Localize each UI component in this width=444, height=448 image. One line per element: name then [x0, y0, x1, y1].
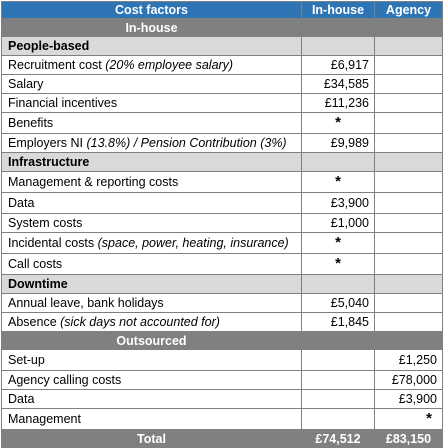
cell-in-house-asterisk: *	[302, 254, 375, 275]
section-filler	[375, 19, 443, 37]
table-row-agency-calling-costs	[2, 371, 443, 390]
table-row-benefits	[2, 113, 443, 134]
cell-agency	[375, 294, 443, 313]
row-label: System costs	[2, 214, 302, 233]
section-filler	[302, 19, 375, 37]
section-title-in-house: In-house	[2, 19, 302, 37]
group-filler	[302, 153, 375, 172]
group-filler	[375, 275, 443, 294]
table-row-system-costs	[2, 214, 443, 233]
cell-agency	[375, 94, 443, 113]
table-row-annual-leave	[2, 294, 443, 313]
row-label-text: Absence	[8, 315, 61, 329]
total-label: Total	[2, 430, 302, 448]
cell-in-house: £1,845	[302, 313, 375, 332]
section-row-in-house	[2, 19, 443, 37]
total-in-house: £74,512	[302, 430, 375, 448]
row-label: Financial incentives	[2, 94, 302, 113]
row-label	[2, 56, 302, 75]
group-row-downtime	[2, 275, 443, 294]
cell-in-house	[302, 409, 375, 430]
header-agency: Agency	[375, 2, 443, 19]
row-label-note: (sick days not accounted for)	[60, 315, 220, 329]
row-label: Call costs	[2, 254, 302, 275]
row-label-text: Incidental costs	[8, 236, 98, 250]
cell-agency: £78,000	[375, 371, 443, 390]
table-row-data	[2, 193, 443, 214]
cell-in-house	[302, 350, 375, 371]
table-row-set-up	[2, 350, 443, 371]
group-title-people-based: People-based	[2, 37, 302, 56]
cell-agency	[375, 113, 443, 134]
row-label-text: Employers NI	[8, 136, 87, 150]
section-filler	[302, 332, 375, 350]
table-row-outsourced-data	[2, 390, 443, 409]
cell-in-house	[302, 390, 375, 409]
cell-in-house-asterisk: *	[302, 172, 375, 193]
cell-in-house-asterisk: *	[302, 233, 375, 254]
row-label: Benefits	[2, 113, 302, 134]
cell-agency	[375, 172, 443, 193]
cell-in-house: £1,000	[302, 214, 375, 233]
table-row-incidental-costs	[2, 233, 443, 254]
row-label: Set-up	[2, 350, 302, 371]
cost-factors-table	[1, 1, 443, 448]
cell-agency-asterisk: *	[375, 409, 443, 430]
cell-agency	[375, 75, 443, 94]
cell-agency	[375, 134, 443, 153]
header-row	[2, 2, 443, 19]
table-row-financial-incentives	[2, 94, 443, 113]
section-filler	[375, 332, 443, 350]
row-label	[2, 134, 302, 153]
cell-in-house: £9,989	[302, 134, 375, 153]
cell-agency	[375, 214, 443, 233]
cell-in-house	[302, 371, 375, 390]
cell-in-house: £6,917	[302, 56, 375, 75]
group-filler	[302, 275, 375, 294]
table-row-call-costs	[2, 254, 443, 275]
table-row-outsourced-management	[2, 409, 443, 430]
header-cost-factors: Cost factors	[2, 2, 302, 19]
row-label: Data	[2, 193, 302, 214]
total-row	[2, 430, 443, 448]
cell-agency	[375, 233, 443, 254]
row-label: Annual leave, bank holidays	[2, 294, 302, 313]
row-label	[2, 313, 302, 332]
group-filler	[302, 37, 375, 56]
row-label: Salary	[2, 75, 302, 94]
cell-agency	[375, 254, 443, 275]
group-filler	[375, 153, 443, 172]
row-label: Agency calling costs	[2, 371, 302, 390]
cell-in-house: £5,040	[302, 294, 375, 313]
cell-agency	[375, 313, 443, 332]
table-row-recruitment	[2, 56, 443, 75]
total-agency: £83,150	[375, 430, 443, 448]
group-row-infrastructure	[2, 153, 443, 172]
group-filler	[375, 37, 443, 56]
table-row-management-reporting	[2, 172, 443, 193]
row-label	[2, 233, 302, 254]
row-label-note: (space, power, heating, insurance)	[97, 236, 289, 250]
cell-in-house: £34,585	[302, 75, 375, 94]
group-title-downtime: Downtime	[2, 275, 302, 294]
group-title-infrastructure: Infrastructure	[2, 153, 302, 172]
row-label-note: (13.8%) / Pension Contribution (3%)	[86, 136, 287, 150]
table-row-absence	[2, 313, 443, 332]
row-label: Management	[2, 409, 302, 430]
cell-agency: £1,250	[375, 350, 443, 371]
cell-in-house-asterisk: *	[302, 113, 375, 134]
row-label-note: (20% employee salary)	[105, 58, 234, 72]
row-label: Management & reporting costs	[2, 172, 302, 193]
section-title-outsourced: Outsourced	[2, 332, 302, 350]
cell-agency	[375, 56, 443, 75]
cell-in-house: £11,236	[302, 94, 375, 113]
cell-agency	[375, 193, 443, 214]
header-in-house: In-house	[302, 2, 375, 19]
table-row-employers-ni	[2, 134, 443, 153]
cell-in-house: £3,900	[302, 193, 375, 214]
row-label-text: Recruitment cost	[8, 58, 106, 72]
section-row-outsourced	[2, 332, 443, 350]
cell-agency: £3,900	[375, 390, 443, 409]
group-row-people-based	[2, 37, 443, 56]
table-row-salary	[2, 75, 443, 94]
row-label: Data	[2, 390, 302, 409]
